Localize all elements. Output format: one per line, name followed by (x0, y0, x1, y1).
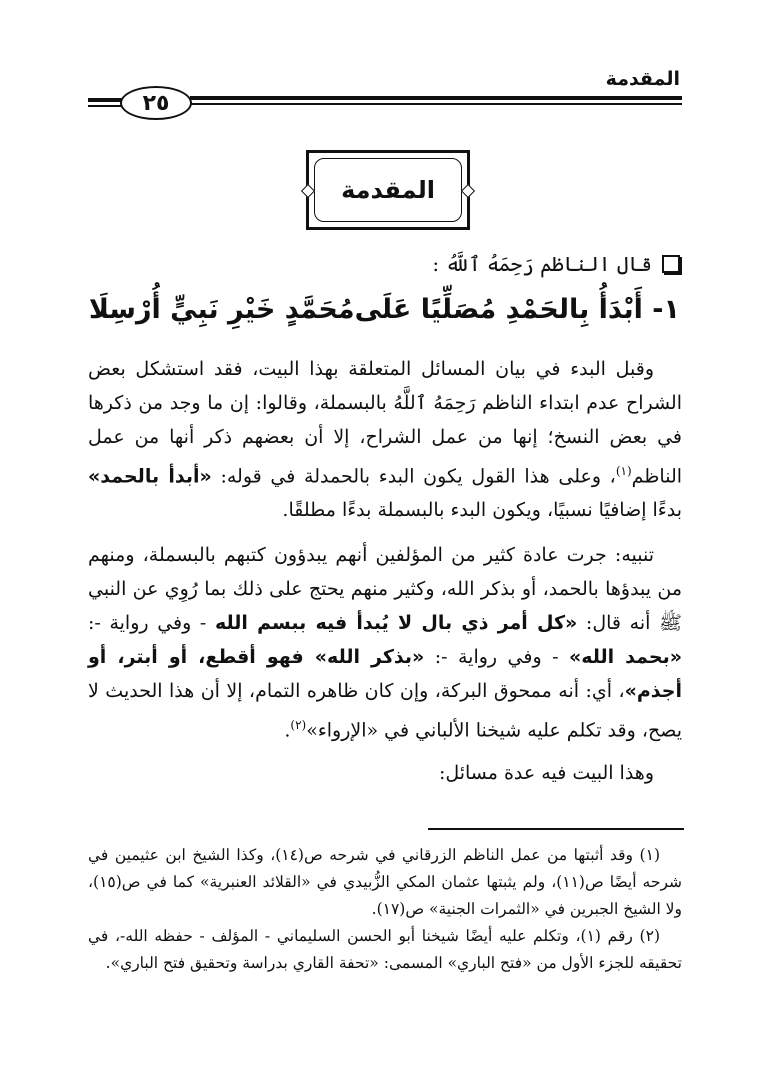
footnote-ref-2[interactable]: (٢) (290, 718, 307, 732)
square-bullet-icon (662, 255, 680, 273)
chapter-title-frame (306, 150, 470, 230)
page-number: ٢٥ (120, 86, 192, 120)
paragraph-3: وهذا البيت فيه عدة مسائل: (438, 762, 654, 784)
intro-line (432, 252, 680, 276)
footnote-1: (١) وقد أثبتها من عمل الناظم الزرقاني في شرحه ص(١٤)، وكذا الشيخ ابن عثيمين في شرحه أيضًا ص(١١)، ولم يثبتها عثمان المكي الزُّبيدي في «القلائد العنبرية» كما في ص(١٥)، ولا الشيخ الجبرين في «الثمرات الجنية» ص(١٧). (88, 846, 682, 918)
quoted-phrase: «أبدأ بالحمد» (88, 465, 212, 488)
hadith-variant: «بحمد الله» (568, 646, 682, 668)
verse-number: ١- (652, 294, 680, 325)
header-rule-thin (190, 103, 682, 105)
hadith-quote: «كل أمر ذي بال لا يُبدأ فيه ببسم الله (215, 612, 578, 634)
footnotes (88, 842, 682, 977)
running-head: المقدمة (605, 68, 680, 90)
header-rule-left (88, 98, 122, 102)
header-rule-left-thin (88, 105, 122, 107)
chapter-title: المقدمة (314, 158, 462, 222)
verse-line (90, 294, 680, 325)
verse-second-hemistich: مُحَمَّدٍ خَيْرِ نَبِيٍّ أُرْسِلَا (88, 294, 355, 325)
footnote-2: (٢) رقم (١)، وتكلم عليه أيضًا شيخنا أبو الحسن السليماني - المؤلف - حفظه الله-، في تحقيقه للجزء الأول من «فتح الباري» المسمى: «تحفة القاري بدراسة وتحقيق فتح الباري». (88, 927, 682, 972)
footnote-separator (428, 828, 684, 830)
paragraph-1: وقبل البدء في بيان المسائل المتعلقة بهذا البيت، فقد استشكل بعض الشراح عدم ابتداء الناظم رَحِمَهُ ٱللَّهُ بالبسملة، وقالوا: إن ما وجد من ذكرها في بعض النسخ؛ إنها من عمل الشراح، إلا أن بعضهم ذكر أنها من عمل الناظم$^{(١)}$، وعلى هذا القول يكون البدء بالحمدلة في قوله: «أبدأ بالحمد» بدءًا إضافيًا نسبيًا، ويكون البدء بالبسملة بدءًا مطلقًا. (88, 358, 683, 522)
header-rule (190, 96, 682, 100)
verse-first-hemistich: ١- أَبْدَأُ بِالحَمْدِ مُصَلِّيًا عَلَى (354, 294, 680, 325)
intro-text: قال الناظم رَحِمَهُ ٱللَّهُ : (432, 252, 652, 276)
footnote-ref-1[interactable]: (١) (615, 464, 632, 478)
hadith-variant: «بذكر الله» فهو أقطع، أو أبتر، أو أجذم» (88, 646, 682, 702)
paragraph-2: تنبيه: جرت عادة كثير من المؤلفين أنهم يبدؤون كتبهم بالبسملة، ومنهم من يبدؤها بالحمد، أو بذكر الله، وكثير منهم يحتج على ذلك بما رُوِي عن النبي ﷺ أنه قال: «كل أمر ذي بال لا يُبدأ فيه ببسم الله - وفي رواية -: «بحمد الله» - وفي رواية -: «بذكر الله» فهو أقطع، أو أبتر، أو أجذم»، أي: أنه ممحوق البركة، وإن كان ظاهره التمام، إلا أن هذا الحديث لا يصح، وقد تكلم عليه شيخنا الألباني في «الإرواء»$^{(٢)}$. (88, 544, 682, 742)
